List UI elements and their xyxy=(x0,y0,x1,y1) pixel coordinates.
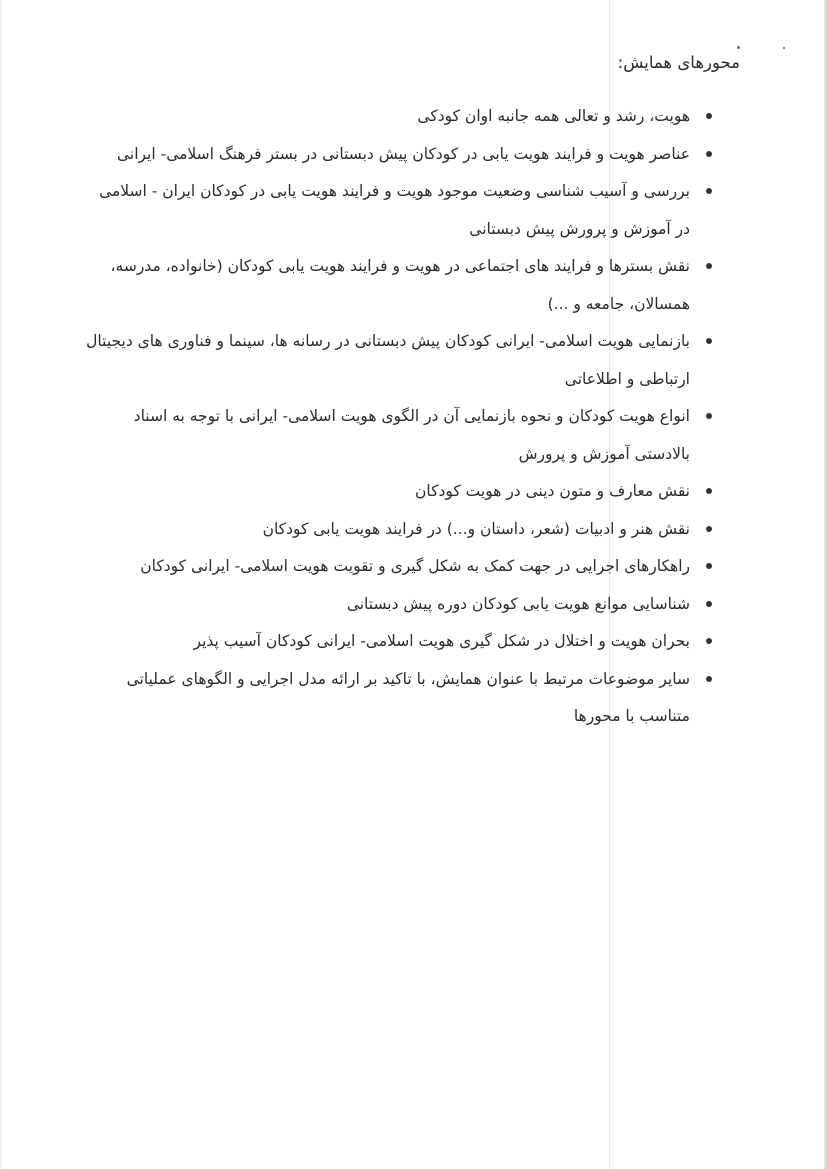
topic-item xyxy=(80,511,740,549)
topic-text: نقش معارف و متون دینی در هویت کودکان xyxy=(414,482,690,500)
topic-text: راهکارهای اجرایی در جهت کمک به شکل گیری و تقویت هویت اسلامی- ایرانی کودکان xyxy=(140,557,690,575)
topic-item xyxy=(80,661,740,736)
topic-item xyxy=(80,323,740,398)
topic-item xyxy=(80,248,740,323)
bullet-icon xyxy=(706,338,712,344)
topic-text: انواع هویت کودکان و نحوه بازنمایی آن در الگوی هویت اسلامی- ایرانی با توجه به اسناد بالادستی آموزش و پرورش xyxy=(133,407,690,463)
bullet-icon xyxy=(706,151,712,157)
bullet-icon xyxy=(706,601,712,607)
bullet-icon xyxy=(706,526,712,532)
topic-text: نقش هنر و ادبیات (شعر، داستان و...) در فرایند هویت یابی کودکان xyxy=(262,519,690,538)
topic-text: بررسی و آسیب شناسی وضعیت موجود هویت و فرایند هویت یابی در کودکان ایران - اسلامی در آموزش و پرورش پیش دبستانی xyxy=(99,182,690,238)
topic-text: عناصر هویت و فرایند هویت یابی در کودکان پیش دبستانی در بستر فرهنگ اسلامی- ایرانی xyxy=(116,144,690,163)
topic-item xyxy=(80,548,740,586)
topic-text: سایر موضوعات مرتبط با عنوان همایش، با تاکید بر ارائه مدل اجرایی و الگوهای عملیاتی متناسب با محورها xyxy=(126,669,690,725)
topic-item xyxy=(80,586,740,624)
topic-item xyxy=(80,98,740,136)
bullet-icon xyxy=(706,638,712,644)
topic-item xyxy=(80,398,740,473)
document-heading: محورهای همایش: xyxy=(617,53,740,72)
topic-item xyxy=(80,473,740,511)
topic-item xyxy=(80,173,740,248)
bullet-icon xyxy=(706,676,712,682)
bullet-icon xyxy=(706,413,712,419)
topics-list xyxy=(80,98,740,736)
topic-text: بازنمایی هویت اسلامی- ایرانی کودکان پیش دبستانی در رسانه ها، سینما و فناوری های دیجیتال ارتباطی و اطلاعاتی xyxy=(86,332,690,388)
topic-text: هویت، رشد و تعالی همه جانبه اوان کودکی xyxy=(417,107,690,125)
topic-item xyxy=(80,136,740,174)
topic-text: شناسایی موانع هویت یابی کودکان دوره پیش دبستانی xyxy=(346,594,690,613)
bullet-icon xyxy=(706,563,712,569)
scan-edge-right xyxy=(824,0,828,1169)
topic-text: بحران هویت و اختلال در شکل گیری هویت اسلامی- ایرانی کودکان آسیب پذیر xyxy=(193,632,690,650)
bullet-icon xyxy=(706,488,712,494)
bullet-icon xyxy=(706,263,712,269)
topic-item xyxy=(80,623,740,661)
document-page xyxy=(80,48,740,736)
scan-speck xyxy=(783,47,785,49)
bullet-icon xyxy=(706,188,712,194)
scan-edge-left xyxy=(0,0,2,1169)
bullet-icon xyxy=(706,113,712,119)
topic-text: نقش بسترها و فرایند های اجتماعی در هویت و فرایند هویت یابی کودکان (خانواده، مدرسه، همسالان، جامعه و ...) xyxy=(110,257,690,313)
